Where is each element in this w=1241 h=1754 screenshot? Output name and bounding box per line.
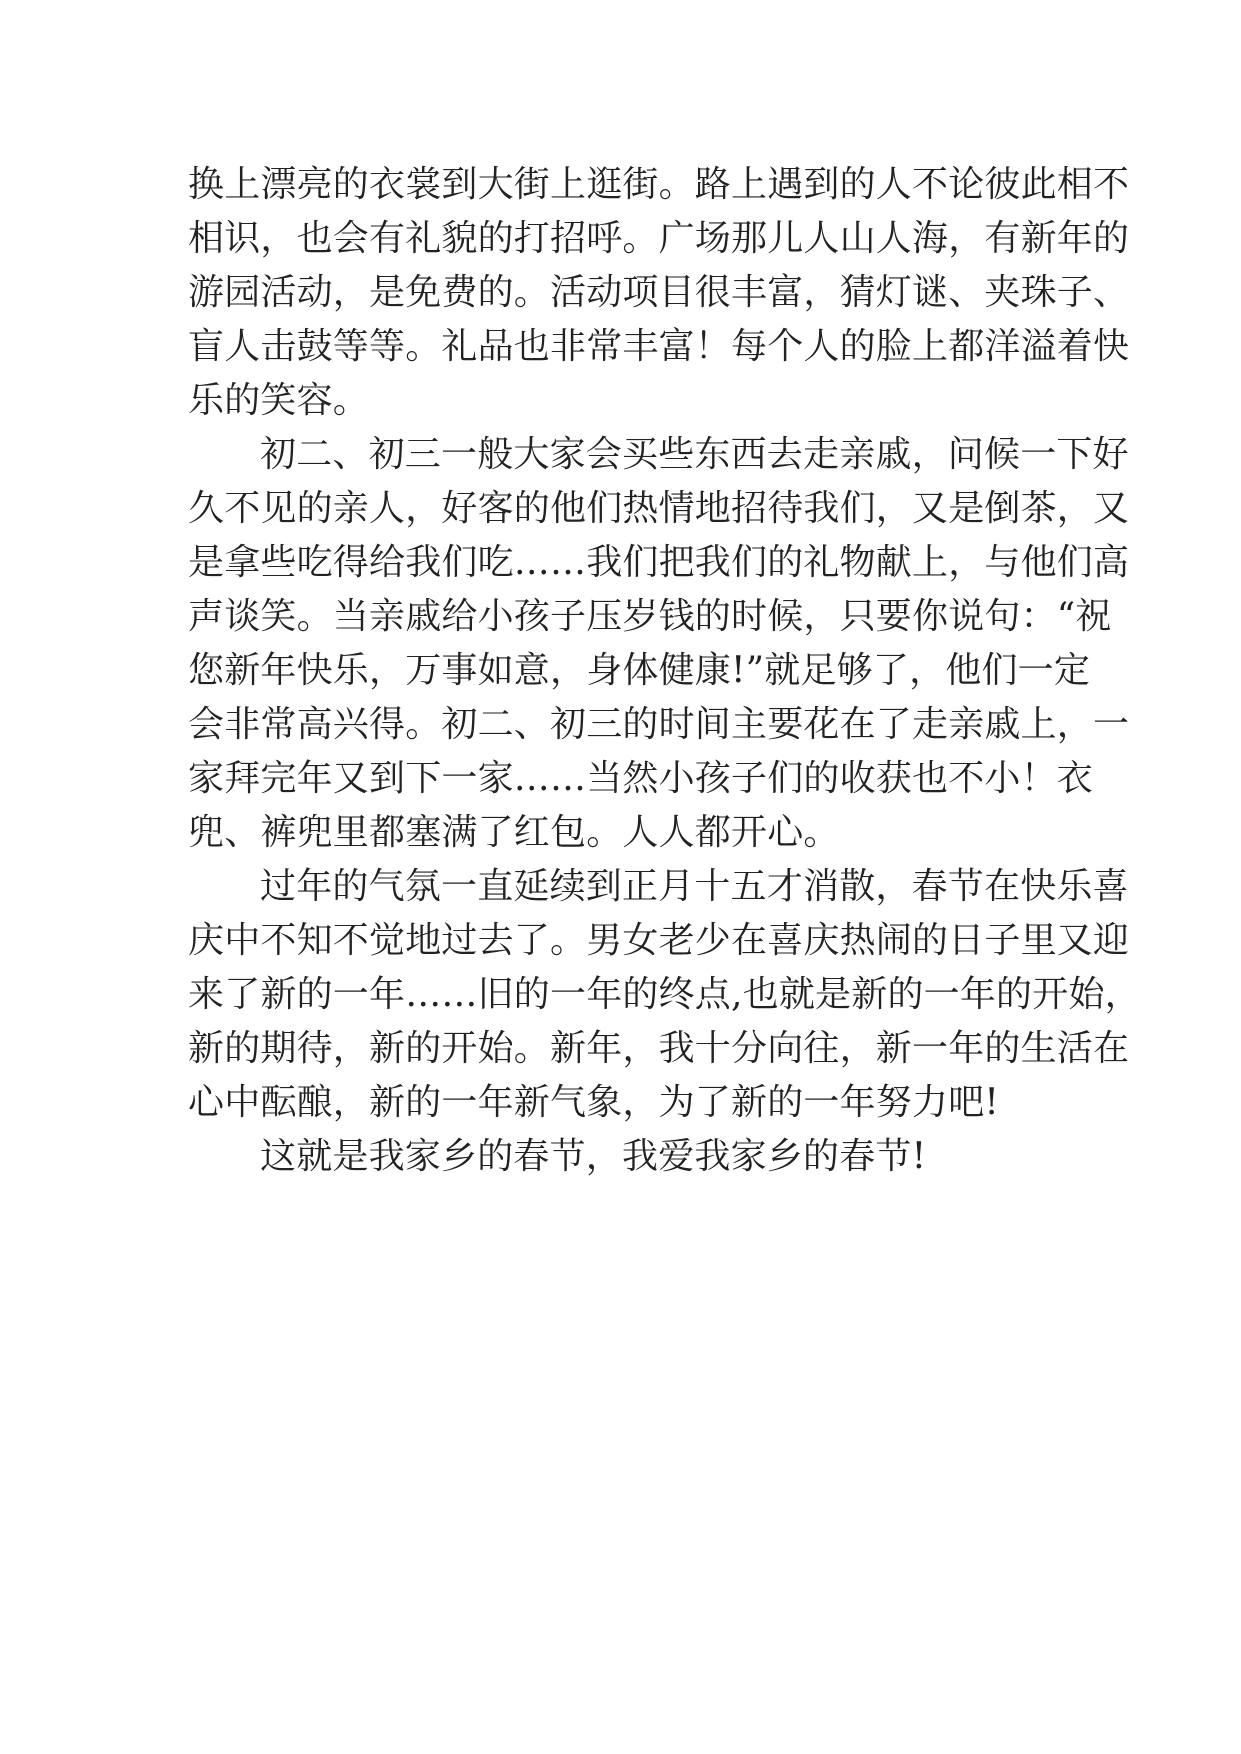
paragraph-first-line: 这就是我家乡的春节，我爱我家乡的春节! (260, 1136, 927, 1177)
text-line: 声谈笑。当亲戚给小孩子压岁钱的时候，只要你说句：“祝 (188, 596, 1112, 637)
text-line: 是拿些吃得给我们吃……我们把我们的礼物献上，与他们高 (188, 542, 1130, 583)
text-line: 家拜完年又到下一家……当然小孩子们的收获也不小！衣 (188, 758, 1094, 799)
text-line: 兜、裤兜里都塞满了红包。人人都开心。 (188, 812, 840, 853)
text-line: 游园活动，是免费的。活动项目很丰富，猜灯谜、夹珠子、 (188, 272, 1130, 313)
paragraph-first-line: 过年的气氛一直延续到正月十五才消散，春节在快乐喜 (260, 866, 1129, 907)
text-line: 换上漂亮的衣裳到大街上逛街。路上遇到的人不论彼此相不 (188, 164, 1130, 205)
text-line: 心中酝酿，新的一年新气象，为了新的一年努力吧! (188, 1082, 1000, 1123)
paragraph-first-line: 初二、初三一般大家会买些东西去走亲戚，问候一下好 (260, 434, 1129, 475)
text-line: 相识，也会有礼貌的打招呼。广场那儿人山人海，有新年的 (188, 218, 1130, 259)
text-line: 您新年快乐，万事如意，身体健康!”就足够了，他们一定 (188, 650, 1091, 691)
text-line: 盲人击鼓等等。礼品也非常丰富！每个人的脸上都洋溢着快 (188, 326, 1130, 367)
text-line: 来了新的一年……旧的一年的终点,也就是新的一年的开始， (188, 974, 1141, 1015)
text-line: 庆中不知不觉地过去了。男女老少在喜庆热闹的日子里又迎 (188, 920, 1130, 961)
text-line: 新的期待，新的开始。新年，我十分向往，新一年的生活在 (188, 1028, 1130, 1069)
text-line: 乐的笑容。 (188, 380, 370, 421)
document-body (188, 158, 1141, 1184)
text-line: 久不见的亲人，好客的他们热情地招待我们，又是倒茶，又 (188, 488, 1130, 529)
text-line: 会非常高兴得。初二、初三的时间主要花在了走亲戚上，一 (188, 704, 1130, 745)
